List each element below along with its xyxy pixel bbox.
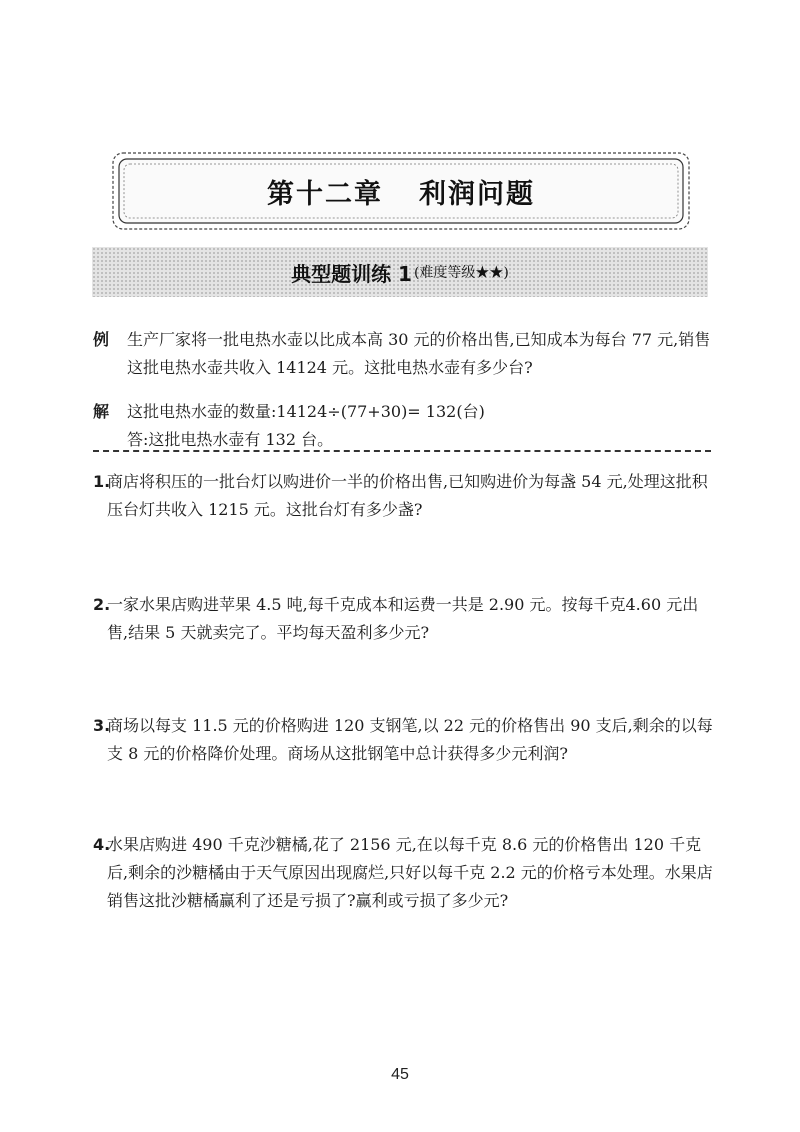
solution-line-2: 答:这批电热水壶有 132 台。 [127, 430, 334, 449]
section-title [92, 247, 708, 297]
question-text: 商店将积压的一批台灯以购进价一半的价格出售,已知购进价为每盏 54 元,处理这批积压台灯共收入 1215 元。这批台灯有多少盏? [107, 472, 708, 519]
difficulty-label: (难度等级★★) [413, 265, 509, 281]
chapter-title [110, 150, 692, 232]
question-4 [93, 831, 718, 915]
question-text: 一家水果店购进苹果 4.5 吨,每千克成本和运费一共是 2.90 元。按每千克4.60 元出售,结果 5 天就卖完了。平均每天盈利多少元? [107, 595, 699, 642]
question-text: 水果店购进 490 千克沙糖橘,花了 2156 元,在以每千克 8.6 元的价格售出 120 千克后,剩余的沙糖橘由于天气原因出现腐烂,只好以每千克 2.2 元的价格亏本处理。水果店销售这批沙糖橘赢利了还是亏损了?赢利或亏损了多少元? [107, 835, 713, 910]
example-label: 例 [93, 330, 110, 349]
question-number: 2. [93, 595, 111, 614]
chapter-number: 第十二章 [267, 178, 383, 210]
divider [93, 450, 711, 452]
chapter-name: 利润问题 [419, 178, 535, 210]
solution-line-1: 这批电热水壶的数量:14124÷(77+30)= 132(台) [127, 402, 485, 421]
question-text: 商场以每支 11.5 元的价格购进 120 支钢笔,以 22 元的价格售出 90 支后,剩余的以每支 8 元的价格降价处理。商场从这批钢笔中总计获得多少元利润? [107, 716, 713, 763]
page-number: 45 [391, 1066, 409, 1083]
solution-block [93, 398, 718, 454]
question-number: 4. [93, 835, 111, 854]
chapter-title-banner [110, 150, 692, 232]
question-number: 1. [93, 472, 111, 491]
solution-label: 解 [93, 402, 110, 421]
example-block [93, 326, 718, 382]
question-2 [93, 591, 718, 647]
example-text: 生产厂家将一批电热水壶以比成本高 30 元的价格出售,已知成本为每台 77 元,销售这批电热水壶共收入 14124 元。这批电热水壶有多少台? [127, 330, 711, 377]
question-1 [93, 468, 718, 524]
question-number: 3. [93, 716, 111, 735]
question-3 [93, 712, 718, 768]
section-title-main: 典型题训练 1 [291, 261, 412, 286]
